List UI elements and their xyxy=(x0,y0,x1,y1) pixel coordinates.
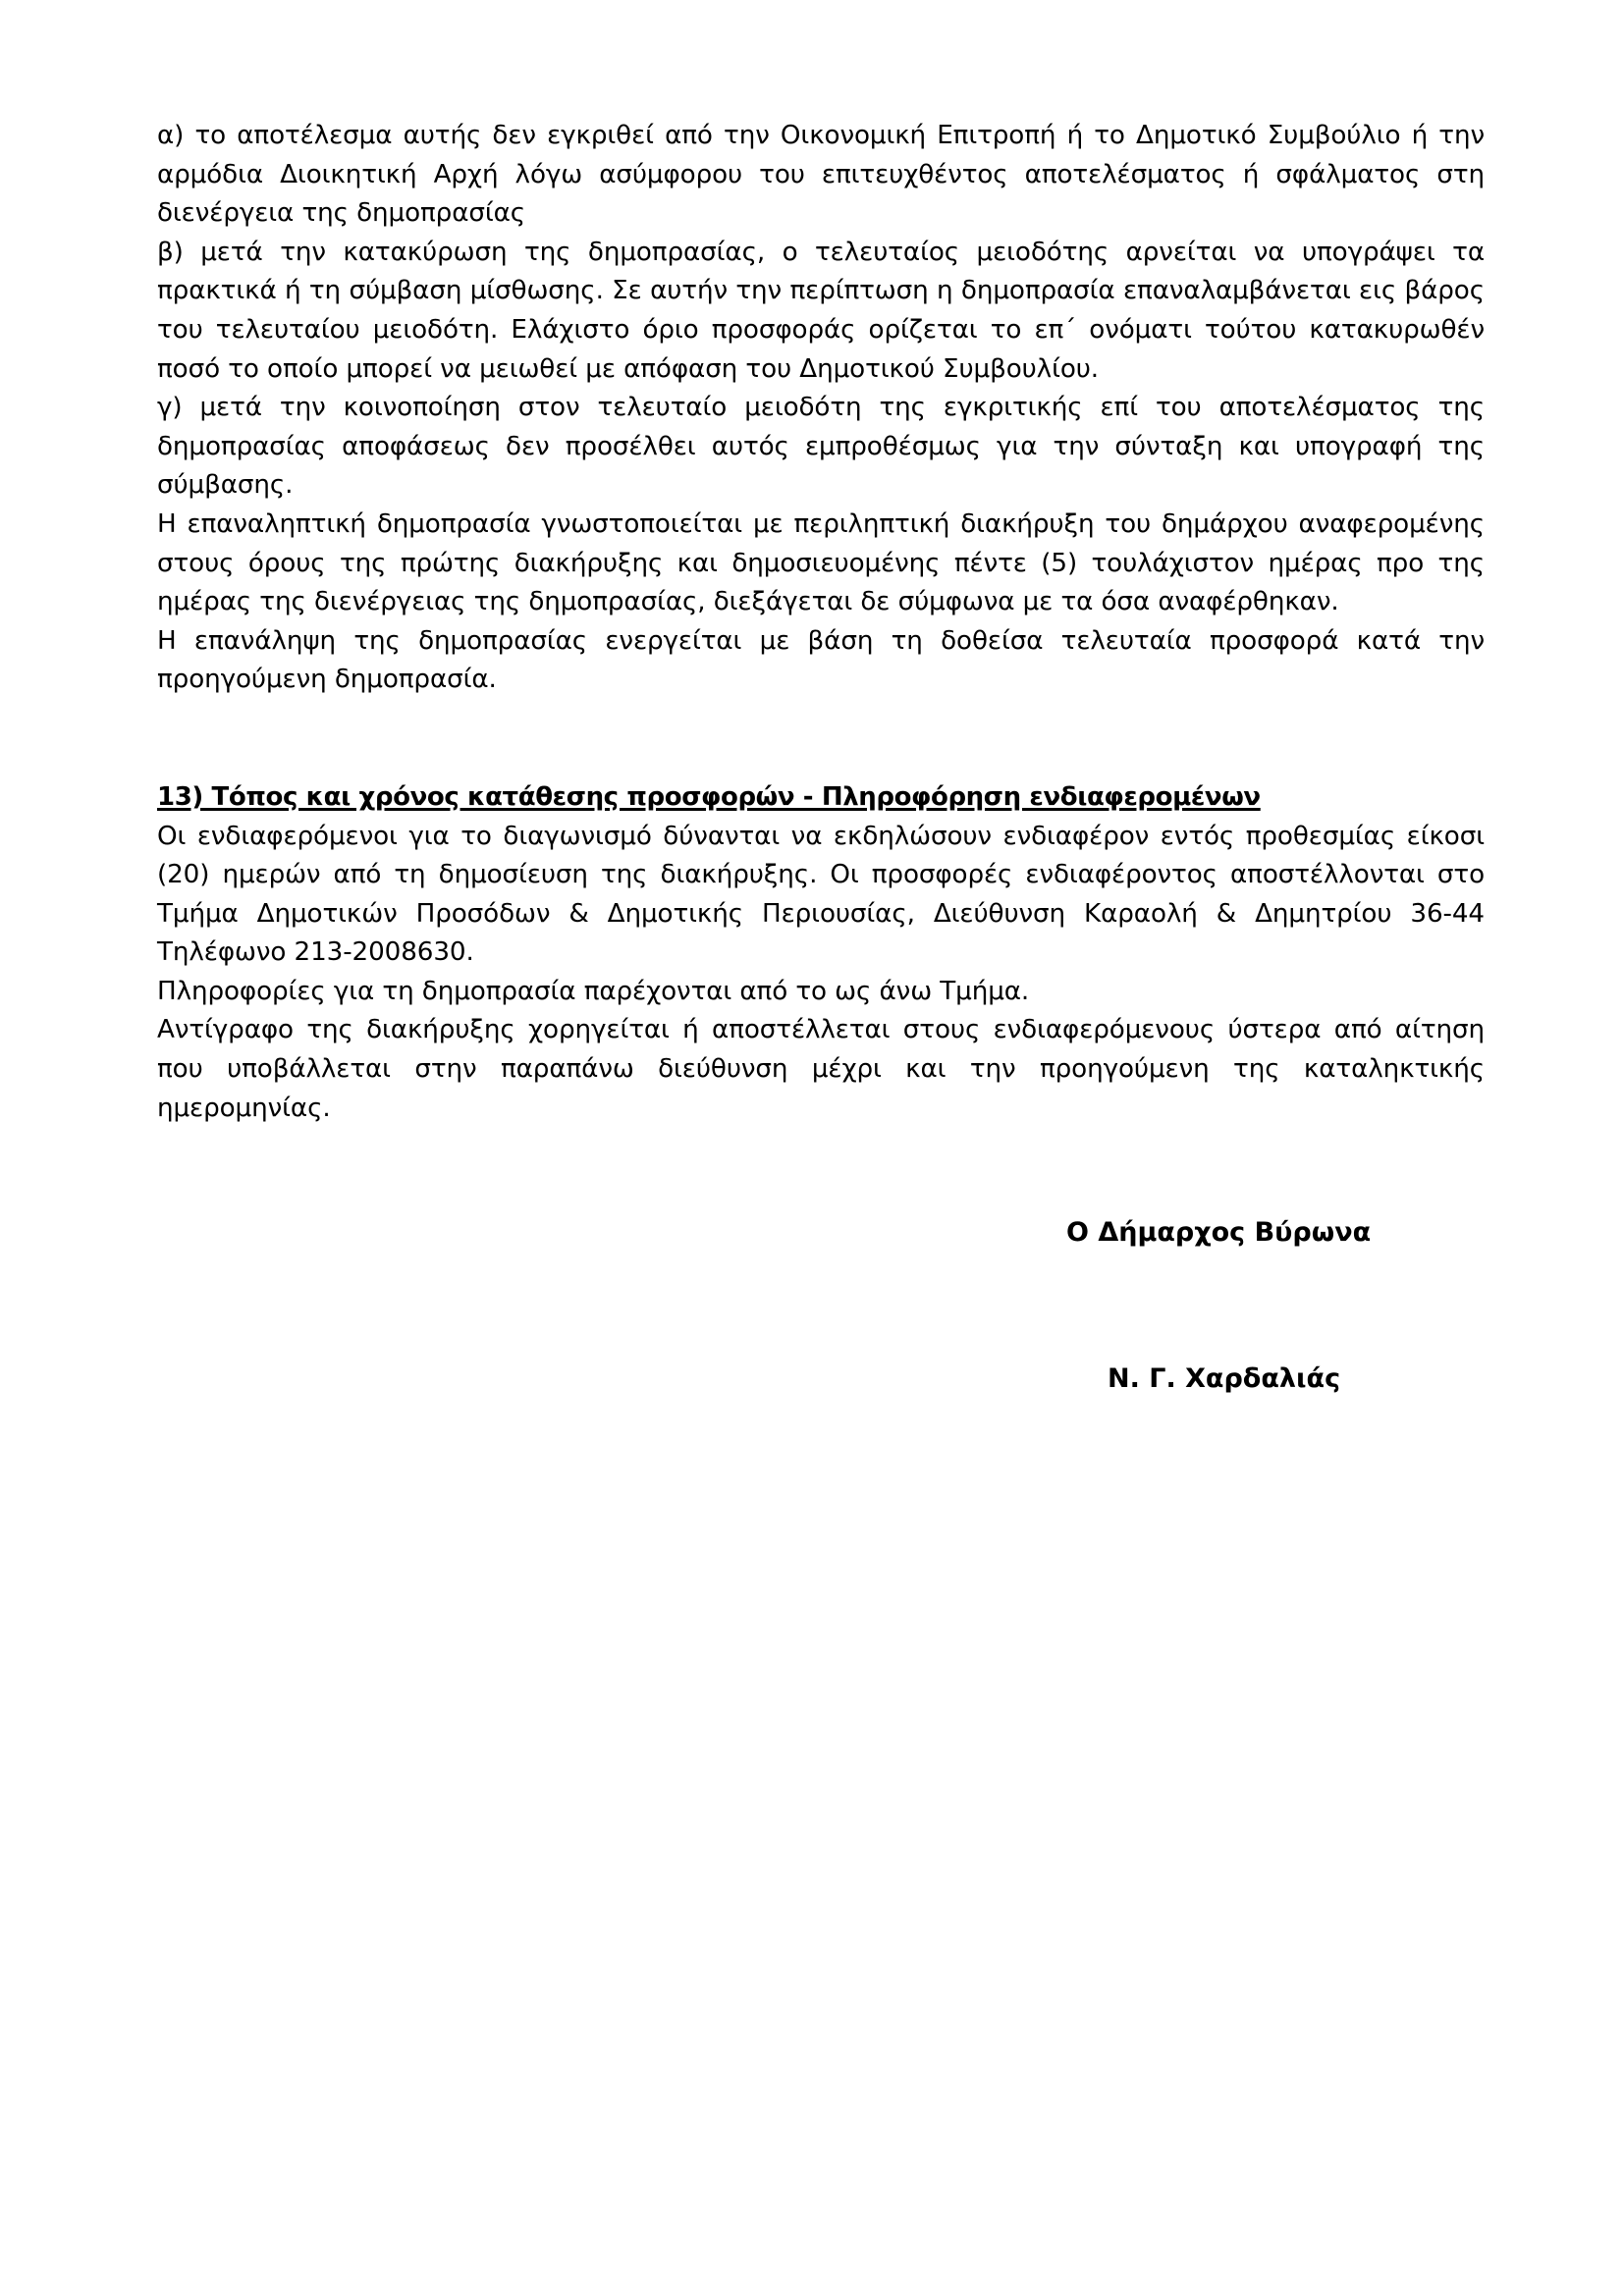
signature-title: Ο Δήμαρχος Βύρωνα xyxy=(1066,1217,1372,1248)
paragraph-repeat-auction-notice: Η επαναληπτική δημοπρασία γνωστοποιείται με περιληπτική διακήρυξη του δημάρχου αναφερομένης στους όρους της πρώτης διακήρυξης και δημοσιευομένης πέντε (5) τουλάχιστον ημέρας προ της ημέρας της διενέργειας της δημοπρασίας, διεξάγεται δε σύμφωνα με τα όσα αναφέρθηκαν. xyxy=(157,508,1485,617)
paragraph-condition-c: γ) μετά την κοινοποίηση στον τελευταίο μειοδότη της εγκριτικής επί του αποτελέσματος της δημοπρασίας αποφάσεως δεν προσέλθει αυτός εμπροθέσμως για την σύνταξη και υπογραφή της σύμβασης. xyxy=(157,393,1485,501)
paragraph-copy-of-notice: Αντίγραφο της διακήρυξης χορηγείται ή αποστέλλεται στους ενδιαφερόμενους ύστερα από αίτηση που υποβάλλεται στην παραπάνω διεύθυνση μέχρι και την προηγούμενη της καταληκτικής ημερομηνίας. xyxy=(157,1015,1485,1123)
section-spacer xyxy=(157,700,1485,778)
paragraph-condition-a: α) το αποτέλεσμα αυτής δεν εγκριθεί από την Οικονομική Επιτροπή ή το Δημοτικό Συμβούλιο ή την αρμόδια Διοικητική Αρχή λόγω ασύμφορου του επιτευχθέντος αποτελέσματος ή σφάλματος στη διενέργεια της δημοπρασίας xyxy=(157,121,1485,229)
document-page xyxy=(157,117,1485,1128)
section-heading: 13) Τόπος και χρόνος κατάθεσης προσφορών - Πληροφόρηση ενδιαφερομένων xyxy=(157,781,1261,812)
paragraph-condition-b: β) μετά την κατακύρωση της δημοπρασίας, ο τελευταίος μειοδότης αρνείται να υπογράψει τα πρακτικά ή τη σύμβαση μίσθωσης. Σε αυτήν την περίπτωση η δημοπρασία επαναλαμβάνεται εις βάρος του τελευταίου μειοδότη. Ελάχιστο όριο προσφοράς ορίζεται το επ΄ ονόματι τούτου κατακυρωθέν ποσό το οποίο μπορεί να μειωθεί με απόφαση του Δημοτικού Συμβουλίου. xyxy=(157,237,1485,384)
paragraph-repeat-auction-basis: Η επανάληψη της δημοπρασίας ενεργείται με βάση τη δοθείσα τελευταία προσφορά κατά την προηγούμενη δημοπρασία. xyxy=(157,625,1485,695)
paragraph-submission: Οι ενδιαφερόμενοι για το διαγωνισμό δύνανται να εκδηλώσουν ενδιαφέρον εντός προθεσμίας είκοσι (20) ημερών από τη δημοσίευση της διακήρυξης. Οι προσφορές ενδιαφέροντος αποστέλλονται στο Τμήμα Δημοτικών Προσόδων & Δημοτικής Περιουσίας, Διεύθυνση Καραολή & Δημητρίου 36-44 Τηλέφωνο 213-2008630. xyxy=(157,821,1485,968)
signature-name: Ν. Γ. Χαρδαλιάς xyxy=(1108,1363,1341,1394)
paragraph-information: Πληροφορίες για τη δημοπρασία παρέχονται από το ως άνω Τμήμα. xyxy=(157,976,1030,1006)
